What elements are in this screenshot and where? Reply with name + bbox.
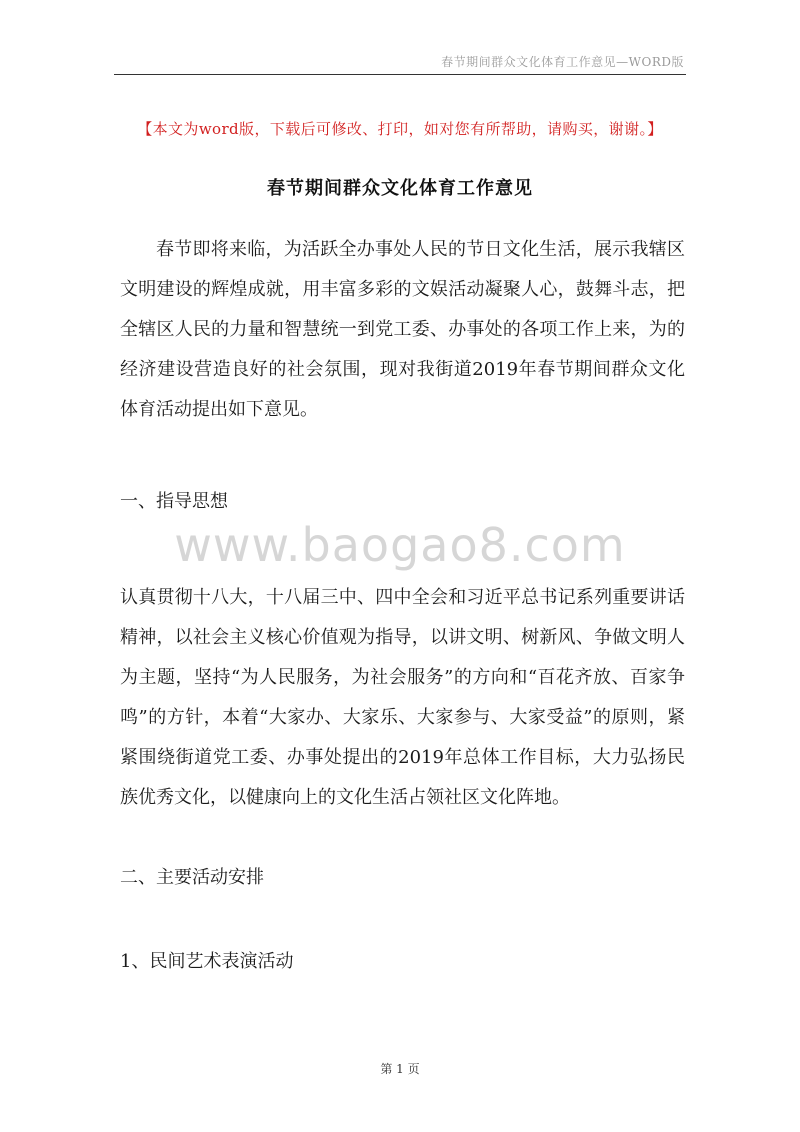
document-title: 春节期间群众文化体育工作意见: [267, 178, 533, 199]
header-divider: [114, 74, 686, 75]
running-header: 春节期间群众文化体育工作意见—WORD版: [441, 55, 684, 69]
watermark: www.baogao8.com: [174, 518, 626, 572]
purchase-notice: 【本文为word版，下载后可修改、打印，如对您有所帮助，请购买，谢谢。】: [137, 120, 663, 138]
section-heading-guiding-ideology: 一、指导思想: [120, 491, 228, 512]
section-heading-activities: 二、主要活动安排: [120, 867, 264, 888]
intro-paragraph: 春节即将来临，为活跃全办事处人民的节日文化生活，展示我辖区文明建设的辉煌成就，用丰富多彩的文娱活动凝聚人心，鼓舞斗志，把全辖区人民的力量和智慧统一到党工委、办事处的各项工作上来，为的经济建设营造良好的社会氛围，现对我街道2019年春节期间群众文化体育活动提出如下意见。: [120, 239, 685, 420]
page-number: 第 1 页: [380, 1062, 420, 1076]
guiding-ideology-paragraph: 认真贯彻十八大，十八届三中、四中全会和习近平总书记系列重要讲话精神，以社会主义核心价值观为指导，以讲文明、树新风、争做文明人为主题，坚持“为人民服务，为社会服务”的方向和“百花齐放、百家争鸣”的方针，本着“大家办、大家乐、大家参与、大家受益”的原则，紧紧围绕街道党工委、办事处提出的2019年总体工作目标，大力弘扬民族优秀文化，以健康向上的文化生活占领社区文化阵地。: [120, 587, 685, 808]
subsection-heading-folk-art: 1、民间艺术表演活动: [120, 951, 294, 972]
